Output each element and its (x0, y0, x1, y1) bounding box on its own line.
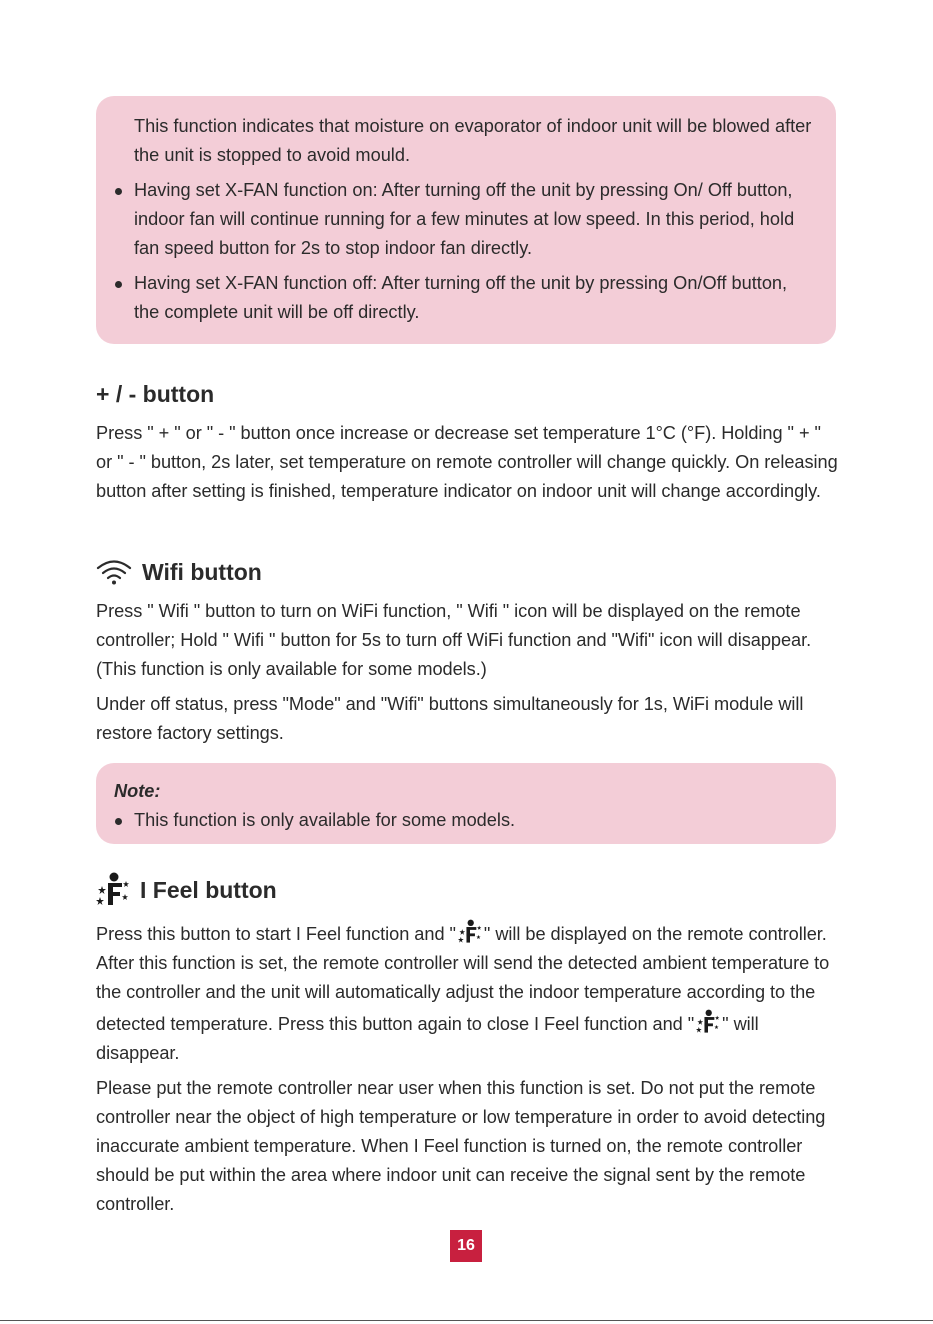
xfan-bullet-off: Having set X-FAN function off: After turning off the unit by pressing On/Off button, the complete unit will be off directly. (114, 269, 816, 327)
wifi-paragraph-2: Under off status, press "Mode" and "Wifi" buttons simultaneously for 1s, WiFi module will restore factory settings. (96, 694, 804, 743)
plus-minus-title: + / - button (96, 381, 215, 407)
ifeel-heading (96, 872, 277, 908)
plus-minus-body: Press " + " or " - " button once increase or decrease set temperature 1°C (°F). Holding " + " or " - " button, 2s later, set temperature on remote controller will change quickly. On releasing button after setting is finished, temperature indicator on indoor unit will change accordingly. (96, 423, 838, 501)
wifi-paragraph-1: Press " Wifi " button to turn on WiFi function, " Wifi " icon will be displayed on the remote controller; Hold " Wifi " button for 5s to turn off WiFi function and "Wifi" icon will disappear. (This function is only available for some models.) (96, 601, 812, 679)
note-box (96, 763, 836, 844)
note-bullet: This function is only available for some models. (114, 806, 816, 835)
i-feel-inline-icon (458, 917, 482, 947)
i-feel-inline-icon (696, 1007, 720, 1037)
wifi-title: Wifi button (142, 559, 262, 585)
wifi-icon (96, 558, 132, 586)
bottom-rule (0, 1320, 933, 1321)
ifeel-p1-part-a: Press this button to start I Feel function and " (96, 924, 456, 944)
xfan-bullet-on: Having set X-FAN function on: After turning off the unit by pressing On/ Off button, indoor fan will continue running for a few minutes at low speed. In this period, hold fan speed button for 2s to stop indoor fan directly. (114, 176, 816, 263)
note-title: Note: (114, 781, 161, 801)
ifeel-paragraph-1 (96, 917, 841, 1068)
ifeel-paragraph-2: Please put the remote controller near user when this function is set. Do not put the remote controller near the object of high temperature or low temperature in order to avoid detecting inaccurate ambient temperature. When I Feel function is turned on, the remote controller should be put within the area where indoor unit can receive the signal sent by the remote controller. (96, 1078, 826, 1214)
page-number: 16 (450, 1230, 482, 1262)
xfan-intro: This function indicates that moisture on evaporator of indoor unit will be blowed after the unit is stopped to avoid mould. (134, 116, 812, 165)
ifeel-title: I Feel button (140, 877, 277, 903)
plus-minus-section (96, 419, 841, 506)
wifi-heading (96, 557, 262, 587)
i-feel-icon (96, 872, 130, 908)
wifi-section (96, 597, 841, 748)
ifeel-section (96, 917, 841, 1219)
xfan-info-box (96, 96, 836, 344)
ifeel-p1-part-c: " will disappear. (96, 1014, 759, 1063)
plus-minus-heading (96, 379, 214, 409)
ifeel-p1-part-b: " will be displayed on the remote controller. After this function is set, the remote controller will send the detected ambient temperature to the controller and the unit will automatically adjust the indoor temperature according to the detected temperature. Press this button again to close I Feel function and " (96, 924, 830, 1034)
